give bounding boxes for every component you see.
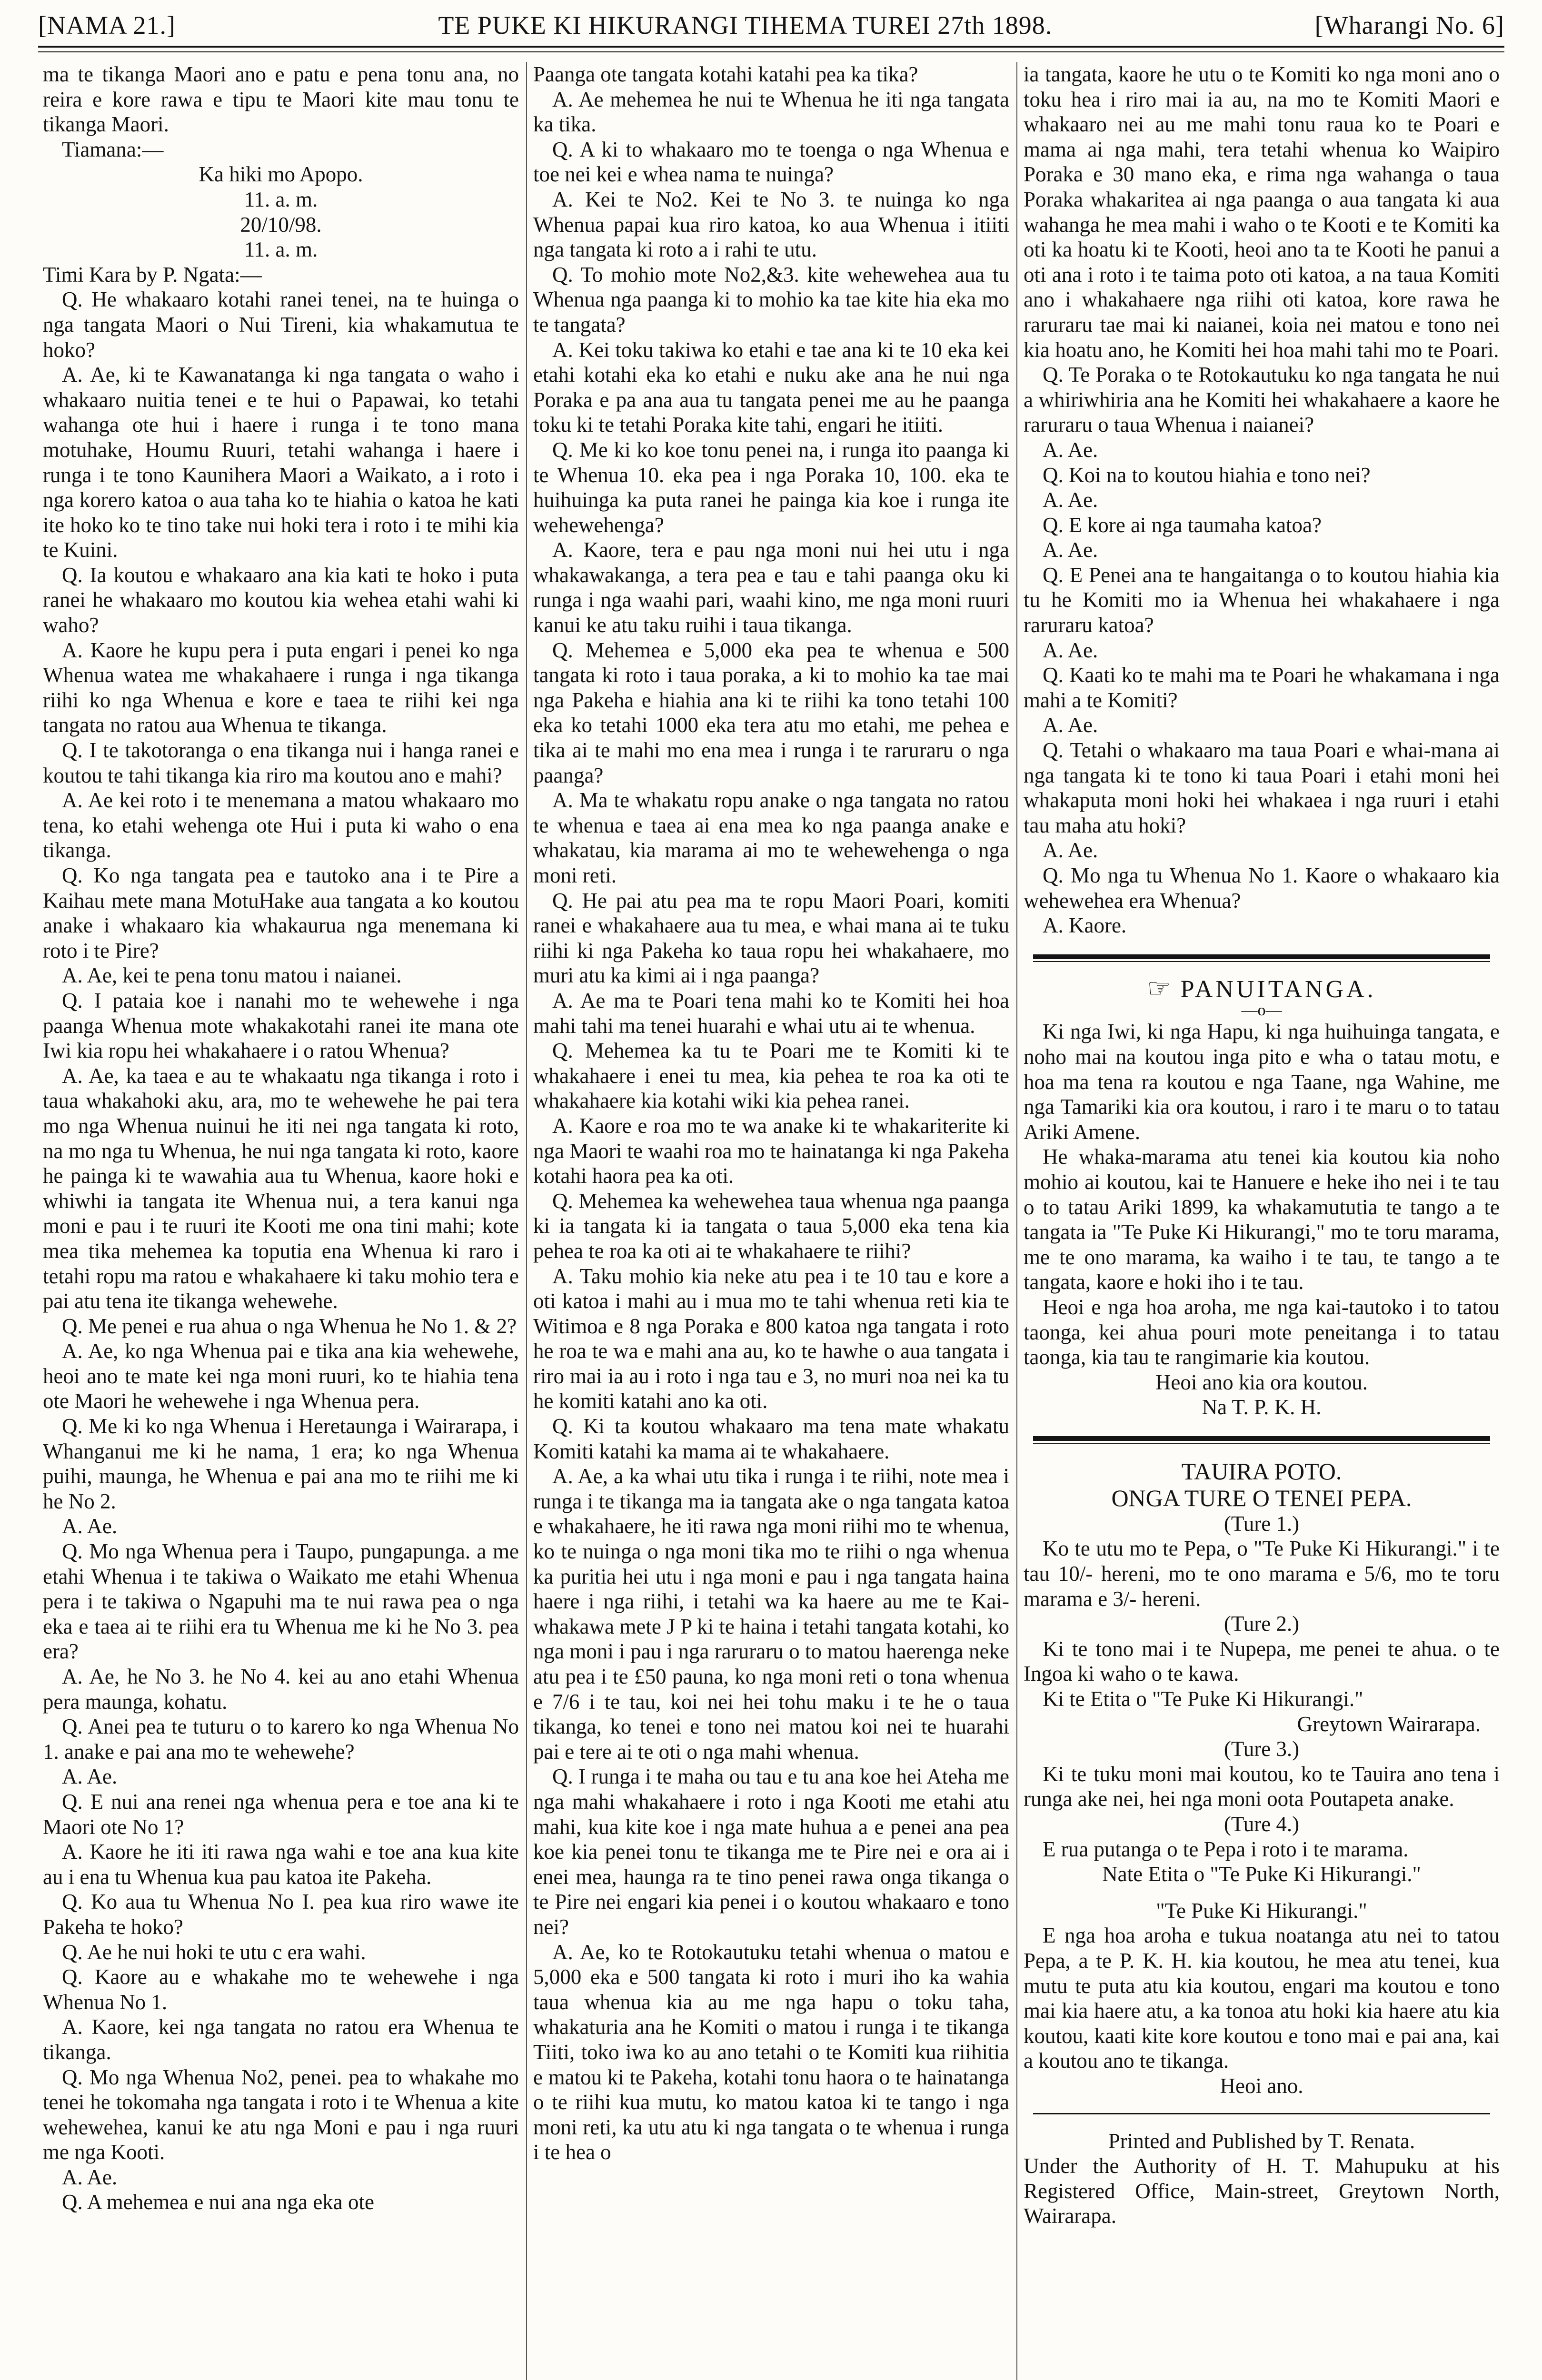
rule-address-town: Greytown Wairarapa. xyxy=(1297,1712,1481,1736)
header-rule xyxy=(38,46,1504,52)
column-paragraph: Q. Me penei e rua ahua o nga Whenua he No 1. & 2? xyxy=(62,1314,517,1338)
column-paragraph: Q. Mehemea e 5,000 eka pea te whenua e 500 tangata ki roto i taua poraka, a ki to mohio ka tae mai nga Pakeha e hiahia ana ki te riihi ka tono tetahi 100 eka ko tetahi 1000 eka tera atu mo etahi, me pehea e tika ai te mahi mo ena mea i runga i te raruraru o nga paanga? xyxy=(533,638,1009,787)
column-paragraph: Q. Anei pea te tuturu o to karero ko nga Whenua No 1. anake e pai ana mo te wehewehe? xyxy=(43,1715,519,1764)
testimony-continued xyxy=(1024,62,1500,938)
rules-section xyxy=(1024,1458,1500,2099)
rules-body: E nga hoa aroha e tukua noatanga atu nei to tatou Pepa, a te P. K. H. kia koutou, he mea atu tenei, kua mutu te puta atu kia koutou, engari ma koutou e tono mai kia haere atu, a ka tonoa atu hoki kia haere atu kia koutou, kaati kite kore koutou e tono mai e pai ana, kai a koutou ano te tikanga. xyxy=(1024,1924,1500,2073)
column-paragraph: Q. Ko nga tangata pea e tautoko ana i te Pire a Kaihau mete mana MotuHake aua tangata a ko koutou anake i whakaaro kia whakaurua nga menemana ki roto i te Pire? xyxy=(43,863,519,962)
column-paragraph: A. Ae. xyxy=(1043,488,1098,512)
column-paragraph: Q. Ki ta koutou whakaaro ma tena mate whakatu Komiti katahi ka mama ai te whakahaere. xyxy=(533,1414,1009,1463)
column-paragraph: A. Ae kei roto i te menemana a matou whakaaro mo tena, ko etahi wehenga ote Hui i puta ki waho o ena tikanga. xyxy=(43,788,519,863)
rule-label: (Ture 2.) xyxy=(1224,1612,1300,1636)
column-paragraph: Q. Mo nga Whenua No2, penei. pea to whakahe mo tenei he tokomaha nga tangata i roto i te Whenua a kite wehewehea, kanui ke atu nga Moni e pau i nga ruuri me nga Kooti. xyxy=(43,2065,519,2164)
section-rule xyxy=(1033,954,1490,962)
page-header xyxy=(38,9,1504,42)
column-paragraph: Q. I pataia koe i nanahi mo te wehewehe i nga paanga Whenua mote whakakotahi ranei ite mana ote Iwi kia ropu hei whakahaere i o ratou Whenua? xyxy=(43,988,519,1063)
column-paragraph: A. Ae. xyxy=(62,1765,118,1789)
column-paragraph: A. Ae, ko te Rotokautuku tetahi whenua o matou e 5,000 eka e 500 tangata ki roto i muri iho ka wahia taua whenua kia au me nga hapu o toku taha, whakaturia ana he Komiti o matou i runga i te tikanga Tiiti, toko iwa ko au ano tetahi o te Komiti kua riihitia e matou ki te Pakeha, kotahi tonu haora o te hainatanga o te riihi kua mutu, ko matou katoa ki te tango i nga moni reti, ka utu atu ki nga tangata o te whenua i runga i te hea o xyxy=(533,1940,1009,2164)
column-paragraph: Q. A mehemea e nui ana nga eka ote xyxy=(62,2190,374,2214)
column-paragraph: Q. He pai atu pea ma te ropu Maori Poari, komiti ranei e whakahaere aua tu mea, e whai mana ai te tuku riihi ki nga Pakeha ko taua ropu hei whakahaere, mo muri atu ka kimi ai i nga paanga? xyxy=(533,888,1009,988)
rules-editor: Nate Etita o "Te Puke Ki Hikurangi." xyxy=(1102,1862,1421,1886)
masthead: TE PUKE KI HIKURANGI TIHEMA TUREI 27th 1898. xyxy=(438,11,1053,40)
imprint-authority: Under the Authority of H. T. Mahupuku at his Registered Office, Main-street, Greytown North, Wairarapa. xyxy=(1024,2154,1500,2228)
column-paragraph: Q. E kore ai nga taumaha katoa? xyxy=(1043,513,1322,537)
column-paragraph: ma te tikanga Maori ano e patu e pena tonu ana, no reira e kore rawa e tipu te Maori kite mau tonu te tikanga Maori. xyxy=(43,62,519,137)
column-paragraph: A. Kaore. xyxy=(1043,913,1127,938)
column-paragraph: A. Kei toku takiwa ko etahi e tae ana ki te 10 eka kei etahi kotahi eka ko etahi e nuku ake ana he nui nga Poraka e pa ana aua tu tangata penei me au he paanga toku ki te tetahi Poraka kite tahi, engari he itiiti. xyxy=(533,337,1009,437)
column-paragraph: Timi Kara by P. Ngata:— xyxy=(43,262,262,287)
column-paragraph: ia tangata, kaore he utu o te Komiti ko nga moni ano o toku hea i riro mai ia au, na mo te Komiti Maori e whakaaro nei au me mahi tonu raua ko te Poari e mama ai nga mahi, tera tetahi whenua ko Waipiro Poraka e 30 mano eka, e rima nga wahanga o taua Poraka whakaritea ai nga paanga o aua tangata ki aua wahanga he mea mahi i waho o te Kooti e te Komiti ka oti ka hoatu ki te Kooti, heoi ano ta te Kooti he panui a oti ana i roto i te taima poto oti katoa, a na taua Komiti ano i whakahaere nga riihi oti katoa, kore rawa he raruraru tae mai ki naianei, koia nei matou e tono nei kia hoatu ano, he Komiti hei hoa mahi tahi mo te Poari. xyxy=(1024,62,1500,362)
column-paragraph: Q. To mohio mote No2,&3. kite wehewehea aua tu Whenua nga paanga ki to mohio ka tae kite hia eka mo te tangata? xyxy=(533,262,1009,337)
column-paragraph: A. Kaore he iti iti rawa nga wahi e toe ana kua kite au i ena tu Whenua kua pau katoa ite Pakeha. xyxy=(43,1840,519,1889)
column-paragraph: Q. Kaore au e whakahe mo te wehewehe i nga Whenua No 1. xyxy=(43,1965,519,2014)
column-paragraph: Q. Ae he nui hoki te utu c era wahi. xyxy=(62,1940,366,1964)
column-paragraph: A. Kaore, kei nga tangata no ratou era Whenua te tikanga. xyxy=(43,2015,519,2064)
rule-address: Ki te Etita o "Te Puke Ki Hikurangi." xyxy=(1043,1687,1363,1711)
column-paragraph: Q. Mehemea ka tu te Poari me te Komiti ki te whakahaere i enei tu mea, kia pehea te roa ka oti te whakahaere kia kotahi wiki kia pehea ranei. xyxy=(533,1039,1009,1113)
column-paragraph: Q. Me ki ko koe tonu penei na, i runga ito paanga ki te Whenua 10. eka pea i nga Poraka 10, 100. eka te huihuinga ka puta ranei he painga kia koe i runga ite wehewehenga? xyxy=(533,437,1009,537)
column-paragraph: Q. A ki to whakaaro mo te toenga o nga Whenua e toe nei kei e whea nama te nuinga? xyxy=(533,137,1009,187)
rule-label: (Ture 3.) xyxy=(1224,1737,1300,1761)
column-paragraph: Q. Koi na to koutou hiahia e tono nei? xyxy=(1043,463,1371,487)
column-paragraph: A. Ae. xyxy=(1043,838,1098,863)
column-paragraph: Q. Ia koutou e whakaaro ana kia kati te hoko i puta ranei he whakaaro mo koutou kia wehea etahi wahi ki waho? xyxy=(43,563,519,637)
rules-title: TAUIRA POTO. xyxy=(1181,1458,1342,1485)
imprint xyxy=(1024,2129,1500,2229)
column-paragraph: 11. a. m. xyxy=(244,238,318,262)
column-paragraph: 20/10/98. xyxy=(240,212,322,237)
pointing-hand-icon: ☞ xyxy=(1147,973,1174,1003)
column-paragraph: A. Ae. xyxy=(1043,638,1098,662)
column-paragraph: Q. Mo nga tu Whenua No 1. Kaore o whakaaro kia wehewehea era Whenua? xyxy=(1024,863,1500,912)
column-paragraph: A. Ae mehemea he nui te Whenua he iti nga tangata ka tika. xyxy=(533,87,1009,137)
column-paragraph: A. Ae, he No 3. he No 4. kei au ano etahi Whenua pera maunga, kohatu. xyxy=(43,1665,519,1714)
column-paragraph: Q. Kaati ko te mahi ma te Poari he whakamana i nga mahi a te Komiti? xyxy=(1024,663,1500,712)
column-paragraph: A. Ae. xyxy=(1043,437,1098,462)
issue-number: [NAMA 21.] xyxy=(38,11,176,40)
notice-paragraph: He whaka-marama atu tenei kia koutou kia noho mohio ai koutou, kai te Hanuere e heke iho nei i te tau o to tatau Ariki 1899, ka whakamututia te tango a te tangata ia "Te Puke Ki Hikurangi," mo te toru marama, me te ono marama, ka waiho i te tau, te tango a te tangata, kaore e hoki iho i te tau. xyxy=(1024,1145,1500,1294)
section-rule xyxy=(1033,1436,1490,1444)
column-paragraph: A. Ae. xyxy=(62,1514,118,1538)
column-paragraph: A. Ae. xyxy=(62,2165,118,2189)
page-number: [Wharangi No. 6] xyxy=(1314,11,1504,40)
column-3 xyxy=(1024,62,1500,2380)
section-rule xyxy=(1033,2113,1490,2114)
rule-text: Ki te tuku moni mai koutou, ko te Tauira ano tena i runga ake nei, hei nga moni oota Poutapeta anake. xyxy=(1024,1762,1500,1811)
column-paragraph: A. Ae, kei te pena tonu matou i naianei. xyxy=(62,963,402,988)
column-paragraph: Q. E nui ana renei nga whenua pera e toe ana ki te Maori ote No 1? xyxy=(43,1789,519,1839)
column-paragraph: Paanga ote tangata kotahi katahi pea ka tika? xyxy=(533,62,918,86)
column-paragraph: 11. a. m. xyxy=(244,187,318,211)
rule-text: E rua putanga o te Pepa i roto i te marama. xyxy=(1043,1837,1409,1861)
imprint-printer: Printed and Published by T. Renata. xyxy=(1108,2129,1415,2153)
column-paragraph: Q. I te takotoranga o ena tikanga nui i hanga ranei e koutou te tahi tikanga kia riro ma koutou ano e mahi? xyxy=(43,738,519,787)
notice-section xyxy=(1024,973,1500,1420)
column-paragraph: A. Ae, a ka whai utu tika i runga i te riihi, note mea i runga i te tikanga ma ia tangata ake o nga tangata katoa e whakahaere, he iti rawa nga moni riihi mo te whenua, ko te nuinga o nga moni tika mo te riihi o nga whenua ka puritia hei utu i nga moni e pau i nga tangata haina haere i nga riihi, i tetahi wa ka haere au me te Kai-whakawa mete J P ki te haina i tetahi tangata kotahi, ko nga moni i pau i nga raruraru o to matou haerenga neke atu pea i te £50 pauna, ko nga moni reti o tona whenua e 7/6 i te tau, koi nei hei tohu maku i te he o taua tikanga, ko tenei e tono nei matou koi nei te huarahi pai e tere ai te oti o nga mahi whenua. xyxy=(533,1464,1009,1764)
column-paragraph: A. Kaore he kupu pera i puta engari i penei ko nga Whenua watea me whakahaere i runga i nga tikanga riihi ko nga Whenua e kore e taea te riihi kei nga tangata no ratou aua Whenua te tikanga. xyxy=(43,638,519,737)
column-paragraph: A. Ae. xyxy=(1043,538,1098,562)
rules-heoi: Heoi ano. xyxy=(1220,2073,1303,2098)
column-paragraph: A. Ae ma te Poari tena mahi ko te Komiti hei hoa mahi tahi ma tenei huarahi e whai utu ai te whenua. xyxy=(533,988,1009,1038)
column-paragraph: Q. I runga i te maha ou tau e tu ana koe hei Ateha me nga mahi whakahaere i roto i nga Kooti me etahi atu mahi, kua kite koe i nga mate huhua a e penei ana pea koe kia penei tonu te tikanga me te Pire nei e ora ai i enei mea, haunga ra te tino penei rawa onga tikanga o te Pire nei engari kia penei i o koutou whakaaro e tono nei? xyxy=(533,1765,1009,1939)
notice-paragraph: Ki nga Iwi, ki nga Hapu, ki nga huihuinga tangata, e noho mai na koutou inga pito e wha o tatau motu, e hoa ma tena ra koutou e nga Taane, nga Wahine, me nga Tamariki kia ora koutou, i raro i te maru o to tatau Ariki Amene. xyxy=(1024,1020,1500,1144)
column-paragraph: Q. Me ki ko nga Whenua i Heretaunga i Wairarapa, i Whanganui me ki he nama, 1 era; ko nga Whenua puihi, maunga, he Whenua e pai ana mo te riihi me ki he No 2. xyxy=(43,1414,519,1513)
ornament: —o— xyxy=(1241,1002,1282,1020)
column-paragraph: Q. E Penei ana te hangaitanga o to koutou hiahia kia tu he Komiti mo ia Whenua hei whakahaere i nga raruraru katoa? xyxy=(1024,563,1500,637)
column-1 xyxy=(43,62,519,2380)
column-paragraph: Ka hiki mo Apopo. xyxy=(199,162,363,187)
column-paragraph: A. Ae, ki te Kawanatanga ki nga tangata o waho i whakaaro nuitia tenei e te hui o Papawai, ko tetahi wahanga ote hui i haere i runga i te tono mana motuhake, Houmu Ruuri, tetahi wahanga i haere i runga i te tono Kaunihera Maori a Waikato, a i roto i nga korero katoa o aua taha ko te hiahia o katoa he kati ite hoko ko te tino take nui hoki tera i roto i te mihi kia te Kuini. xyxy=(43,363,519,562)
column-paragraph: A. Ae, ko nga Whenua pai e tika ana kia wehewehe, heoi ano te mate kei nga moni ruuri, ko te hiahia tena ote Maori he wehewehe i nga Whenua pera. xyxy=(43,1339,519,1413)
rule-text: Ko te utu mo te Pepa, o "Te Puke Ki Hikurangi." i te tau 10/- hereni, mo te ono marama e 5/6, mo te toru marama e 3/- hereni. xyxy=(1024,1537,1500,1611)
rule-label: (Ture 1.) xyxy=(1224,1511,1300,1536)
column-2 xyxy=(533,62,1009,2380)
column-paragraph: Q. Te Poraka o te Rotokautuku ko nga tangata he nui a whiriwhiria ana he Komiti hei whakahaere a kaore he raruraru o taua Whenua i naianei? xyxy=(1024,363,1500,437)
rule-text: Ki te tono mai i te Nupepa, me penei te ahua. o te Ingoa ki waho o te kawa. xyxy=(1024,1636,1500,1686)
column-paragraph: Q. Mehemea ka wehewehea taua whenua nga paanga ki ia tangata ki ia tangata o taua 5,000 eka tena kia pehea te roa ka oti ai te whakahaere te riihi? xyxy=(533,1189,1009,1263)
rule-label: (Ture 4.) xyxy=(1224,1812,1300,1836)
column-divider xyxy=(526,62,527,2380)
column-paragraph: A. Kaore, tera e pau nga moni nui hei utu i nga whakawakanga, a tera pea e tau e tahi paanga oku ki runga i nga waahi pari, waahi kino, me nga moni ruuri kanui ke atu taku ruihi i taua tikanga. xyxy=(533,538,1009,637)
column-paragraph: A. Kaore e roa mo te wa anake ki te whakariterite ki nga Maori te waahi roa mo te hainatanga ki nga Pakeha kotahi haora pea ka oti. xyxy=(533,1113,1009,1188)
rules-subtitle: ONGA TURE O TENEI PEPA. xyxy=(1111,1484,1412,1511)
column-paragraph: Q. Mo nga Whenua pera i Taupo, pungapunga. a me etahi Whenua i te takiwa o Waikato me etahi Whenua pera i te takiwa o Ngapuhi ma te nui rawa pea o nga eka e taea ai te riihi era tu Whenua me ki he No 3. pea era? xyxy=(43,1539,519,1664)
column-paragraph: Q. Ko aua tu Whenua No I. pea kua riro wawe ite Pakeha te hoko? xyxy=(43,1890,519,1939)
column-paragraph: A. Ma te whakatu ropu anake o nga tangata no ratou te whenua e taea ai ena mea ko nga paanga anake e whakatau, kia marama ai mo te wehewehenga o nga moni reti. xyxy=(533,788,1009,887)
notice-closing: Heoi ano kia ora koutou. xyxy=(1155,1370,1368,1394)
column-paragraph: Q. Tetahi o whakaaro ma taua Poari e whai-mana ai nga tangata ki te tono ki taua Poari i etahi moni hei whakaputa moni hoki hei whakaea i nga ruuri i etahi tau maha atu hoki? xyxy=(1024,738,1500,837)
column-divider xyxy=(1016,62,1017,2380)
notice-paragraph: Heoi e nga hoa aroha, me nga kai-tautoko i to tatou taonga, kei ahua pouri mote peneitanga i to tatau taonga, kia tau te rangimarie kia koutou. xyxy=(1024,1295,1500,1369)
column-paragraph: Tiamana:— xyxy=(62,137,164,161)
notice-title: PANUITANGA. xyxy=(1180,975,1376,1003)
notice-signature: Na T. P. K. H. xyxy=(1202,1395,1322,1419)
column-paragraph: A. Kei te No2. Kei te No 3. te nuinga ko nga Whenua papai kua riro katoa, ko aua Whenua i itiiti nga tangata ki roto a i rahi te utu. xyxy=(533,187,1009,262)
column-paragraph: A. Ae, ka taea e au te whakaatu nga tikanga i roto i taua whakahoki aku, ara, mo te wehewehe he pai tera mo nga Whenua nuinui he iti nei nga tangata ki roto, na mo nga tu Whenua, he nui nga tangata ki roto, kaore he painga ki te wawahia aua tu Whenua, kaore hoki e whiwhi ia tangata ite Whenua nui, a tera kanui nga moni e pau i te ruuri ite Kooti me ona tini mahi; kote mea tika mehemea ka toputia ena Whenua ki raro i tetahi ropu ma ratou e whakahaere ki taku mohio tera e pai atu tena ite tikanga wehewehe. xyxy=(43,1063,519,1313)
column-paragraph: Q. He whakaaro kotahi ranei tenei, na te huinga o nga tangata Maori o Nui Tireni, kia whakamutua te hoko? xyxy=(43,288,519,362)
column-paragraph: A. Taku mohio kia neke atu pea i te 10 tau e kore a oti katoa i mahi au i mua mo te tahi whenua reti kia te Witimoa e 8 nga Poraka e 800 katoa nga tangata i roto he roa te wa e mahi ana au, ko te hawhe o aua tangata i riro mai ia au i roto i nga tau e 3, no muri noa nei ka tu he komiti katahi ano ka oti. xyxy=(533,1264,1009,1413)
column-paragraph: A. Ae. xyxy=(1043,713,1098,737)
rules-subhead: "Te Puke Ki Hikurangi." xyxy=(1156,1898,1367,1923)
